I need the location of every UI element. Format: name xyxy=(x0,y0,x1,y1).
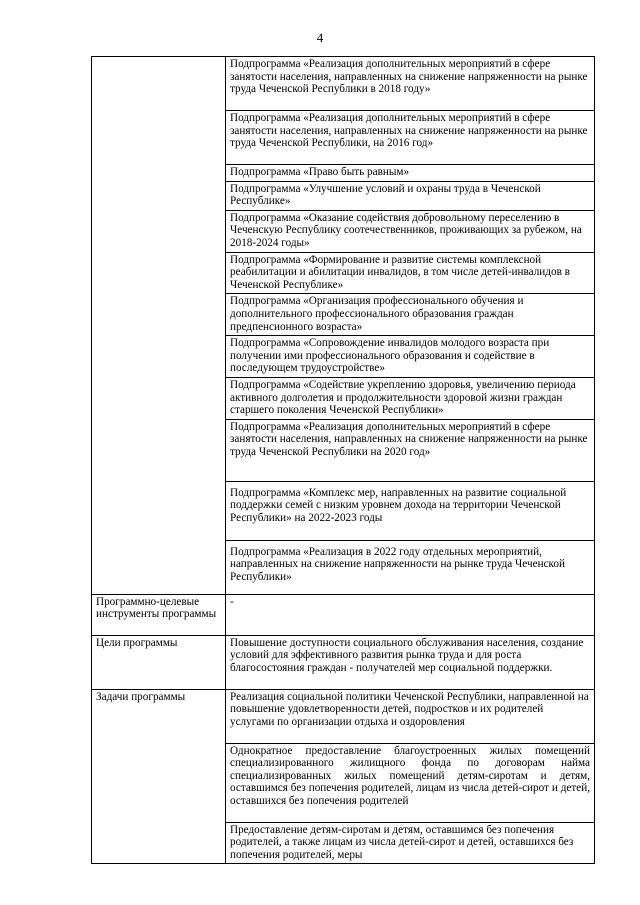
subprogram-cell: Подпрограмма «Право быть равным» xyxy=(226,165,595,182)
subprogram-cell: Подпрограмма «Реализация дополнительных мероприятий в сфере занятости населения, направленных на снижение напряженности на рынке труда Чеченской Республики, на 2016 год» xyxy=(226,111,595,165)
table-row xyxy=(92,689,595,743)
task-cell: Реализация социальной политики Чеченской Республики, направленной на повышение удовлетворенности детей, подростков и их родителей услугами по организации отдыха и оздоровления xyxy=(226,689,595,743)
subprogram-cell: Подпрограмма «Формирование и развитие системы комплексной реабилитации и абилитации инвалидов, в том числе детей-инвалидов в Чеченской Республике» xyxy=(226,252,595,294)
task-cell: Однократное предоставление благоустроенных жилых помещений специализированного жилищного фонда по договорам найма специализированных жилых помещений детям-сиротам и детям, оставшимся без попечения родителей, лицам из числа детей-сирот и детей, оставшихся без попечения родителей xyxy=(226,743,595,822)
goals-value: Повышение доступности социального обслуживания населения, создание условий для эффективного развития рынка труда и для роста благосостояния граждан - получателей мер социальной поддержки. xyxy=(226,635,595,689)
subprogram-cell: Подпрограмма «Реализация дополнительных мероприятий в сфере занятости населения, направленных на снижение напряженности на рынке труда Чеченской Республики на 2020 год» xyxy=(226,419,595,481)
subprogram-cell: Подпрограмма «Реализация дополнительных мероприятий в сфере занятости населения, направленных на снижение напряженности на рынке труда Чеченской Республики в 2018 году» xyxy=(226,57,595,111)
subprogram-cell: Подпрограмма «Улучшение условий и охраны труда в Чеченской Республике» xyxy=(226,181,595,210)
subprogram-cell: Подпрограмма «Организация профессионального обучения и дополнительного профессионального образования граждан предпенсионного возраста» xyxy=(226,294,595,336)
program-passport-table xyxy=(91,56,595,864)
instruments-label: Программно-целевые инструменты программы xyxy=(92,594,226,635)
empty-label-cell xyxy=(92,57,226,595)
instruments-value: - xyxy=(226,594,595,635)
subprogram-cell: Подпрограмма «Реализация в 2022 году отдельных мероприятий, направленных на снижение напряженности на рынке труда Чеченской Республики» xyxy=(226,540,595,594)
tasks-label: Задачи программы xyxy=(92,689,226,864)
goals-label: Цели программы xyxy=(92,635,226,689)
subprogram-cell: Подпрограмма «Сопровождение инвалидов молодого возраста при получении ими профессионального образования и содействие в последующем трудоустройстве» xyxy=(226,336,595,378)
subprogram-cell: Подпрограмма «Содействие укреплению здоровья, увеличению периода активного долголетия и продолжительности здоровой жизни граждан старшего поколения Чеченской Республики» xyxy=(226,377,595,419)
page-number: 4 xyxy=(316,30,324,45)
table-row xyxy=(92,57,595,111)
table-row xyxy=(92,635,595,689)
task-cell: Предоставление детям-сиротам и детям, оставшимся без попечения родителей, а также лицам из числа детей-сирот и детей, оставшихся без попечения родителей, меры xyxy=(226,822,595,864)
subprogram-cell: Подпрограмма «Оказание содействия добровольному переселению в Чеченскую Республику соотечественников, проживающих за рубежом, на 2018-2024 годы» xyxy=(226,210,595,252)
subprogram-cell: Подпрограмма «Комплекс мер, направленных на развитие социальной поддержки семей с низким уровнем дохода на территории Чеченской Республики» на 2022-2023 годы xyxy=(226,481,595,540)
table-row xyxy=(92,594,595,635)
